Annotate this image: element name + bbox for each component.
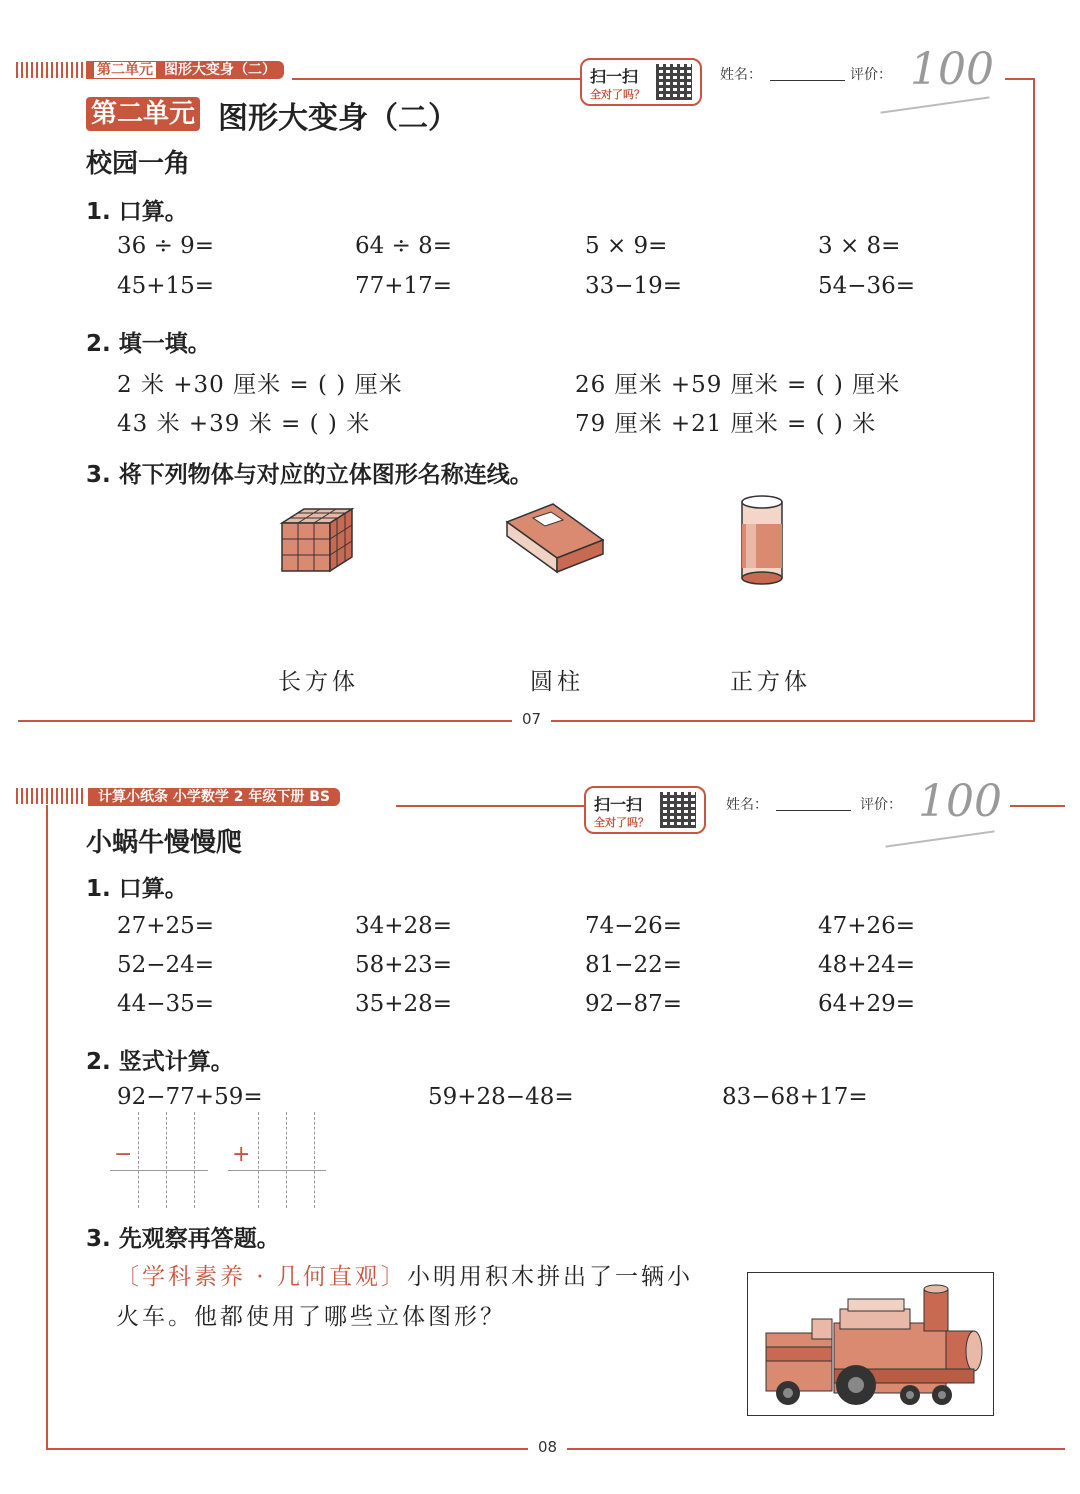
page-title: 图形大变身（二） [218,101,458,136]
grid-line [314,1112,315,1208]
q3-label: 3. 将下列物体与对应的立体图形名称连线。 [86,462,533,488]
q2-label: 2. 填一填。 [86,331,211,357]
frame-right [1033,78,1035,720]
p2-q1-r1-c4: 47+26= [818,913,916,939]
page-number: 08 [528,1438,567,1456]
score-underline [885,830,994,847]
scan-subtitle: 全对了吗？ [590,88,645,101]
p2-q1-r1-c1: 27+25= [117,913,215,939]
grid-line [166,1112,167,1208]
qr-code-icon[interactable] [660,792,696,828]
lesson-subtitle: 小蜗牛慢慢爬 [86,828,243,858]
p2-q2-item-2: 59+28−48= [428,1084,574,1110]
q3-text-2: 火车。他都使用了哪些立体图形？ [116,1304,506,1330]
name-field[interactable] [776,810,851,811]
header-hatch [16,62,84,78]
score-underline [880,96,989,113]
p2-q1-r3-c1: 44−35= [117,991,215,1017]
p2-q1-r1-c2: 34+28= [355,913,453,939]
p2-q1-r2-c1: 52−24= [117,952,215,978]
p2-q1-r3-c2: 35+28= [355,991,453,1017]
q2-label: 2. 竖式计算。 [86,1049,234,1075]
page-07 [0,0,1080,740]
shape-name-cuboid[interactable]: 长方体 [278,669,359,695]
minus-sign: − [114,1142,133,1167]
scan-title: 扫一扫 [590,67,639,86]
p2-q2-item-1: 92−77+59= [117,1084,263,1110]
p1-q2-item-1: 2 米 +30 厘米 = ( ) 厘米 [117,372,403,398]
q3-label: 3. 先观察再答题。 [86,1226,280,1252]
scan-subtitle: 全对了吗？ [594,816,649,829]
name-label: 姓名： [720,67,762,83]
q1-label: 1. 口算。 [86,876,188,902]
p1-q1-r1-c4: 3 × 8= [818,233,901,259]
header-hatch [16,788,86,804]
q3-question [116,1257,716,1337]
scan-box[interactable] [584,786,706,834]
page-08 [0,760,1080,1494]
header-series-bar: 计算小纸条 小学数学 2 年级下册 BS [88,788,340,806]
frame-left [46,805,48,1449]
grid-line [286,1112,287,1208]
grid-line [138,1112,139,1208]
grid-line [194,1112,195,1208]
score: 100 [918,776,1002,827]
scan-box[interactable] [580,58,702,106]
header-line [396,805,586,807]
p2-q1-r3-c4: 64+29= [818,991,916,1017]
header-line-right [1010,805,1065,807]
eval-label: 评价： [850,67,892,83]
header-unit-tag: 第二单元 [94,62,156,78]
qr-code-icon[interactable] [656,64,692,100]
p2-q1-r1-c3: 74−26= [585,913,683,939]
header-unit-bar [86,61,284,79]
grid-line [228,1170,326,1171]
q1-label: 1. 口算。 [86,199,188,225]
q3-text-1: 小明用积木拼出了一辆小 [406,1264,693,1290]
grid-line [110,1170,208,1171]
p2-q1-r2-c4: 48+24= [818,952,916,978]
p2-q1-r3-c3: 92−87= [585,991,683,1017]
grid-line [258,1112,259,1208]
shape-name-cylinder[interactable]: 圆柱 [530,669,584,695]
vertical-calc-grid[interactable] [110,1112,330,1208]
p2-q2-item-3: 83−68+17= [722,1084,868,1110]
unit-badge: 第二单元 [86,97,200,131]
p1-q2-item-2: 26 厘米 +59 厘米 = ( ) 厘米 [575,372,901,398]
page-number: 07 [512,710,551,728]
header-unit-name: 图形大变身（二） [164,62,276,78]
name-field[interactable] [770,80,845,81]
p1-q1-r1-c1: 36 ÷ 9= [117,233,215,259]
p1-q1-r2-c2: 77+17= [355,273,453,299]
p1-q1-r2-c4: 54−36= [818,273,916,299]
p2-q1-r2-c3: 81−22= [585,952,683,978]
scan-title: 扫一扫 [594,795,643,814]
p1-q1-r1-c3: 5 × 9= [585,233,668,259]
train-image-frame [747,1272,994,1416]
score: 100 [910,44,994,95]
lesson-subtitle: 校园一角 [86,149,191,179]
p1-q1-r2-c1: 45+15= [117,273,215,299]
p1-q2-item-3: 43 米 +39 米 = ( ) 米 [117,411,371,437]
shape-name-cube[interactable]: 正方体 [730,669,811,695]
eval-label: 评价： [860,797,902,813]
name-label: 姓名： [726,797,768,813]
rubik-cube-image [278,505,358,575]
q3-tag: 〔学科素养 · 几何直观〕 [116,1264,407,1290]
p1-q2-item-4: 79 厘米 +21 厘米 = ( ) 米 [575,411,877,437]
plus-sign: + [232,1142,251,1167]
header-line [292,78,582,80]
block-train-image [748,1273,993,1415]
p1-q1-r2-c3: 33−19= [585,273,683,299]
p2-q1-r2-c2: 58+23= [355,952,453,978]
cylinder-can-image [738,494,786,586]
header-line-right [1005,78,1035,80]
q3-line-1 [116,1257,716,1297]
p1-q1-r1-c2: 64 ÷ 8= [355,233,453,259]
book-image [503,500,608,578]
